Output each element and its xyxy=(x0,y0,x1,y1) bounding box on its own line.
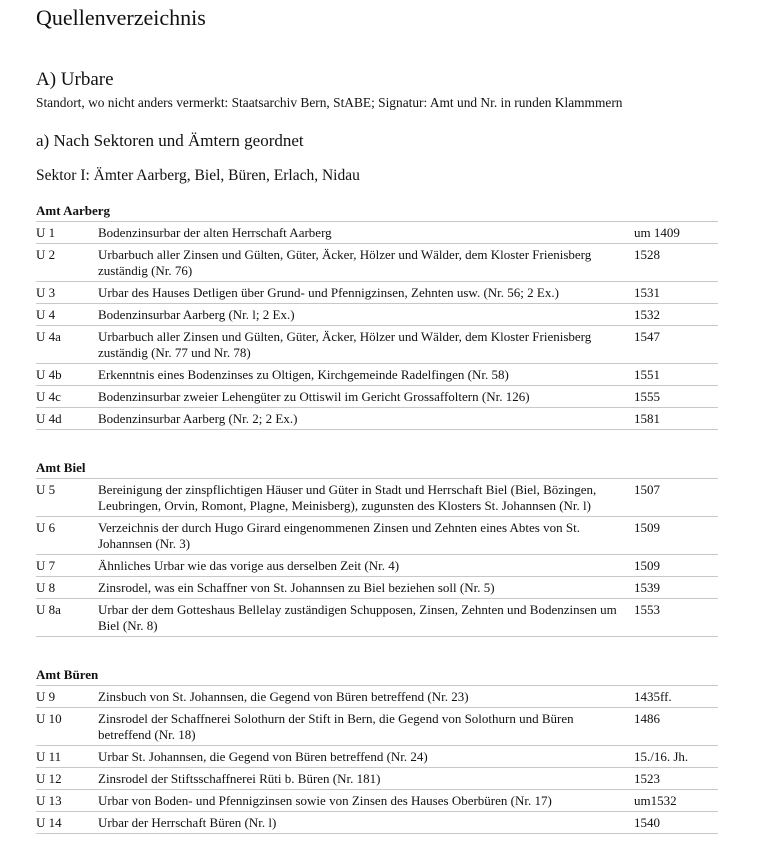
table-row xyxy=(36,364,718,386)
source-date: 1509 xyxy=(634,555,718,577)
subsection-heading: a) Nach Sektoren und Ämtern geordnet xyxy=(36,131,304,150)
source-table xyxy=(36,479,718,637)
source-id: U 7 xyxy=(36,555,98,577)
source-id: U 14 xyxy=(36,812,98,834)
amt-section xyxy=(36,667,718,834)
source-table xyxy=(36,686,718,834)
table-row xyxy=(36,812,718,834)
source-id: U 4d xyxy=(36,408,98,430)
source-description: Urbarbuch aller Zinsen und Gülten, Güter, Äcker, Hölzer und Wälder, dem Kloster Frienisberg zuständig (Nr. 77 und Nr. 78) xyxy=(98,326,634,364)
source-date: 1551 xyxy=(634,364,718,386)
source-date: 1539 xyxy=(634,577,718,599)
amt-section xyxy=(36,460,718,637)
source-id: U 4a xyxy=(36,326,98,364)
source-description: Urbarbuch aller Zinsen und Gülten, Güter, Äcker, Hölzer und Wälder, dem Kloster Frienisberg zuständig (Nr. 76) xyxy=(98,244,634,282)
source-date: 1509 xyxy=(634,517,718,555)
table-row xyxy=(36,304,718,326)
table-row xyxy=(36,222,718,244)
table-row xyxy=(36,517,718,555)
source-date: 1547 xyxy=(634,326,718,364)
source-date: 1531 xyxy=(634,282,718,304)
table-row xyxy=(36,555,718,577)
table-row xyxy=(36,746,718,768)
source-id: U 5 xyxy=(36,479,98,517)
amt-title: Amt Biel xyxy=(36,460,718,479)
source-id: U 4 xyxy=(36,304,98,326)
source-date: 1581 xyxy=(634,408,718,430)
source-date: 1553 xyxy=(634,599,718,637)
source-date: 1532 xyxy=(634,304,718,326)
document xyxy=(36,0,718,834)
table-row xyxy=(36,244,718,282)
amt-title: Amt Aarberg xyxy=(36,203,718,222)
source-description: Zinsrodel, was ein Schaffner von St. Johannsen zu Biel beziehen soll (Nr. 5) xyxy=(98,577,634,599)
table-row xyxy=(36,768,718,790)
table-row xyxy=(36,790,718,812)
source-date: 1540 xyxy=(634,812,718,834)
source-date: 1507 xyxy=(634,479,718,517)
source-id: U 11 xyxy=(36,746,98,768)
source-description: Zinsbuch von St. Johannsen, die Gegend von Büren betreffend (Nr. 23) xyxy=(98,686,634,708)
table-row xyxy=(36,408,718,430)
table-row xyxy=(36,686,718,708)
location-note: Standort, wo nicht anders vermerkt: Staatsarchiv Bern, StABE; Signatur: Amt und Nr. in runden Klammmern xyxy=(36,95,623,110)
source-description: Bereinigung der zinspflichtigen Häuser und Güter in Stadt und Herrschaft Biel (Biel, Bözingen, Leubringen, Orvin, Romont, Plagne, Meinisberg), zugunsten des Klosters St. Johannsen (Nr. l) xyxy=(98,479,634,517)
source-id: U 6 xyxy=(36,517,98,555)
source-date: um1532 xyxy=(634,790,718,812)
table-row xyxy=(36,577,718,599)
source-description: Urbar von Boden- und Pfennigzinsen sowie von Zinsen des Hauses Oberbüren (Nr. 17) xyxy=(98,790,634,812)
source-date: 1486 xyxy=(634,708,718,746)
sector-heading: Sektor I: Ämter Aarberg, Biel, Büren, Erlach, Nidau xyxy=(36,167,360,184)
table-row xyxy=(36,282,718,304)
source-id: U 2 xyxy=(36,244,98,282)
source-description: Erkenntnis eines Bodenzinses zu Oltigen, Kirchgemeinde Radelfingen (Nr. 58) xyxy=(98,364,634,386)
sections-container xyxy=(36,203,718,834)
source-id: U 4b xyxy=(36,364,98,386)
source-id: U 8 xyxy=(36,577,98,599)
source-description: Urbar der Herrschaft Büren (Nr. l) xyxy=(98,812,634,834)
section-heading: A) Urbare xyxy=(36,69,114,90)
source-id: U 3 xyxy=(36,282,98,304)
table-row xyxy=(36,708,718,746)
source-id: U 12 xyxy=(36,768,98,790)
source-id: U 1 xyxy=(36,222,98,244)
source-id: U 10 xyxy=(36,708,98,746)
source-date: 15./16. Jh. xyxy=(634,746,718,768)
source-description: Ähnliches Urbar wie das vorige aus derselben Zeit (Nr. 4) xyxy=(98,555,634,577)
amt-section xyxy=(36,203,718,430)
amt-title: Amt Büren xyxy=(36,667,718,686)
source-description: Bodenzinsurbar Aarberg (Nr. l; 2 Ex.) xyxy=(98,304,634,326)
source-date: 1523 xyxy=(634,768,718,790)
table-row xyxy=(36,386,718,408)
source-description: Zinsrodel der Schaffnerei Solothurn der Stift in Bern, die Gegend von Solothurn und Büren betreffend (Nr. 18) xyxy=(98,708,634,746)
table-row xyxy=(36,479,718,517)
source-description: Verzeichnis der durch Hugo Girard eingenommenen Zinsen und Zehnten eines Abtes von St. Johannsen (Nr. 3) xyxy=(98,517,634,555)
table-row xyxy=(36,599,718,637)
source-table xyxy=(36,222,718,430)
source-description: Bodenzinsurbar der alten Herrschaft Aarberg xyxy=(98,222,634,244)
source-description: Urbar der dem Gotteshaus Bellelay zuständigen Schupposen, Zinsen, Zehnten und Bodenzinsen um Biel (Nr. 8) xyxy=(98,599,634,637)
source-id: U 8a xyxy=(36,599,98,637)
source-description: Urbar St. Johannsen, die Gegend von Büren betreffend (Nr. 24) xyxy=(98,746,634,768)
source-description: Bodenzinsurbar Aarberg (Nr. 2; 2 Ex.) xyxy=(98,408,634,430)
source-id: U 4c xyxy=(36,386,98,408)
source-date: 1435ff. xyxy=(634,686,718,708)
source-date: 1528 xyxy=(634,244,718,282)
source-description: Bodenzinsurbar zweier Lehengüter zu Ottiswil im Gericht Grossaffoltern (Nr. 126) xyxy=(98,386,634,408)
source-description: Zinsrodel der Stiftsschaffnerei Rüti b. Büren (Nr. 181) xyxy=(98,768,634,790)
table-row xyxy=(36,326,718,364)
source-date: um 1409 xyxy=(634,222,718,244)
page-title: Quellenverzeichnis xyxy=(36,5,206,30)
source-date: 1555 xyxy=(634,386,718,408)
source-id: U 9 xyxy=(36,686,98,708)
source-description: Urbar des Hauses Detligen über Grund- und Pfennigzinsen, Zehnten usw. (Nr. 56; 2 Ex.) xyxy=(98,282,634,304)
source-id: U 13 xyxy=(36,790,98,812)
